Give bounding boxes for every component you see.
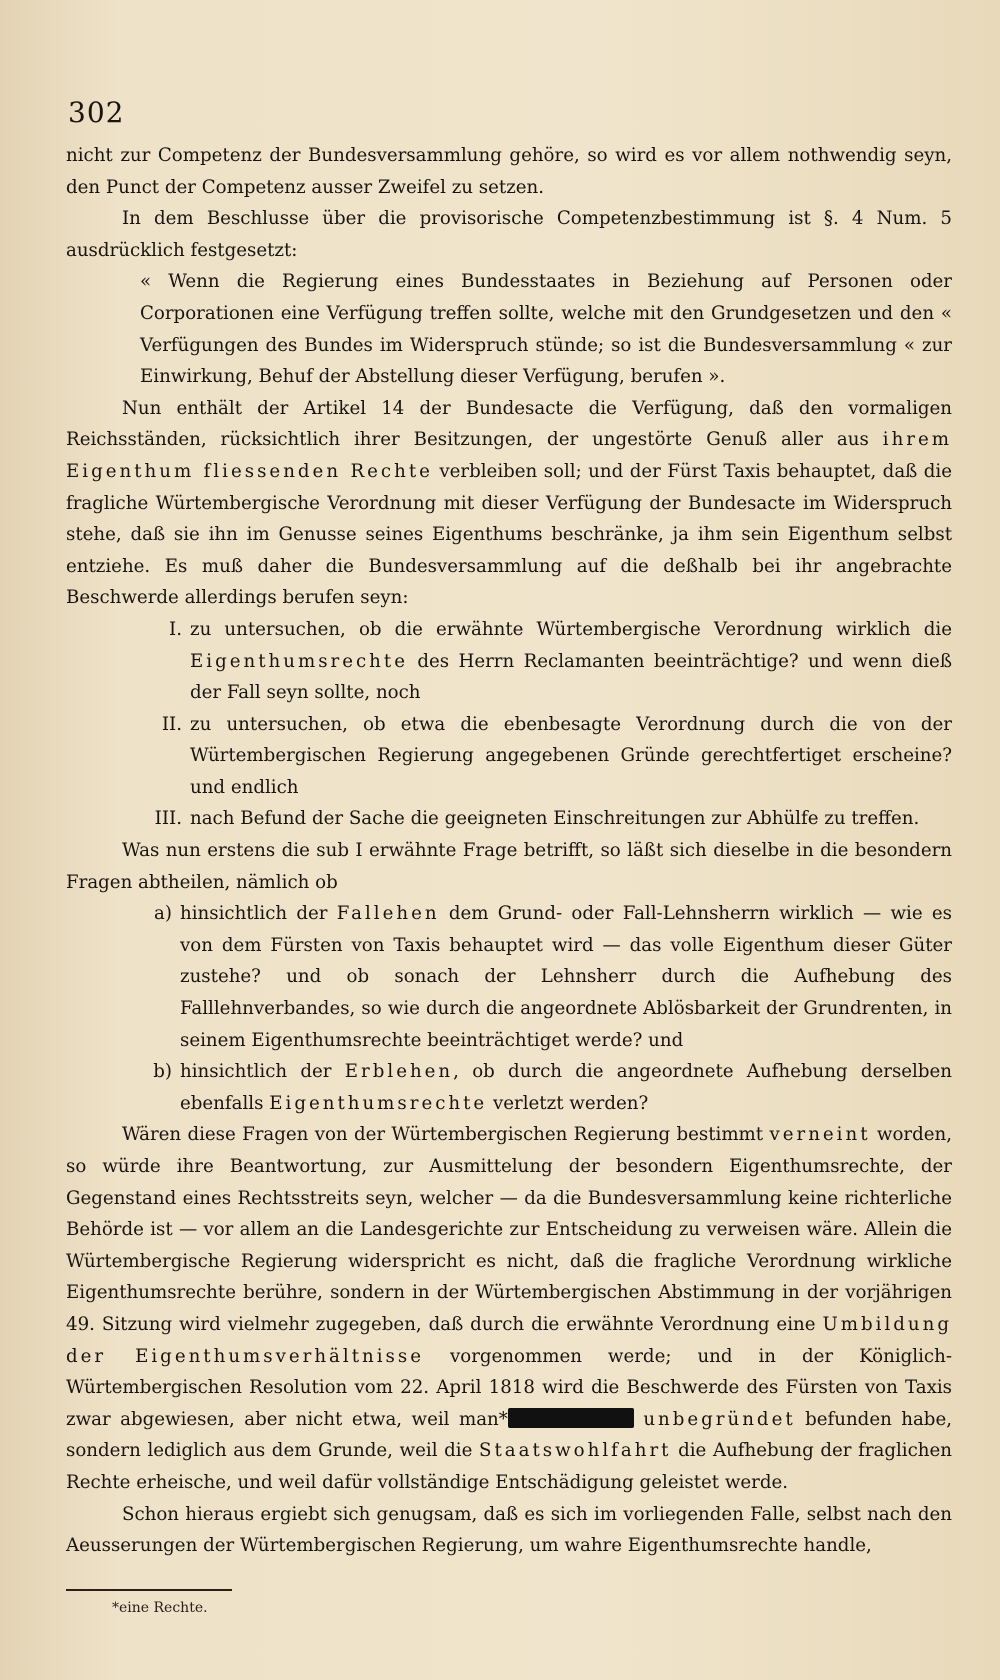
spaced-emphasis: ihrem Eigenthum fliessenden Rechte [66, 429, 952, 482]
page-number: 302 [68, 96, 125, 129]
paragraph: Schon hieraus ergiebt sich genugsam, daß es sich im vorliegenden Falle, selbst nach den Aeusserungen der Würtembergischen Regierung, um wahre Eigenthumsrechte handle, [66, 1503, 952, 1557]
footnote: *eine Rechte. [112, 1600, 208, 1616]
text-run: des Herrn Reclamanten beeinträchtige? und wenn dieß der Fall seyn sollte, noch [190, 650, 952, 704]
spaced-emphasis: Eigenthumsrechte [190, 650, 408, 672]
text-run: verbleiben soll; und der Fürst Taxis behauptet, daß die fragliche Würtembergische Verordnung mit dieser Verfügung der Bundesacte im Widerspruch stehe, daß sie ihn im Genusse seines Eigenthums beschränke, ja ihm sein Eigenthum selbst entziehe. Es muß daher die Bundesversammlung auf die deßhalb bei ihr angebrachte Beschwerde allerdings berufen seyn: [66, 460, 952, 609]
list-label: b) [153, 1061, 172, 1083]
text-run: Nun enthält der Artikel 14 der Bundesacte die Verfügung, daß den vormaligen Reichsständen, rücksichtlich ihrer Besitzungen, der ungestörte Genuß aller aus [66, 397, 952, 451]
list-label: I. [169, 618, 182, 640]
redaction-bar [508, 1408, 634, 1428]
spaced-emphasis: Umbildung der Eigenthumsverhältnisse [66, 1313, 952, 1367]
paragraph: In dem Beschlusse über die provisorische Competenzbestimmung ist §. 4 Num. 5 ausdrücklich festgesetzt: [66, 208, 952, 261]
list-item [142, 1056, 952, 1119]
spaced-emphasis: verneint [769, 1124, 871, 1146]
list-text [180, 1056, 952, 1119]
text-run: , ob durch die angeordnete Aufhebung derselben ebenfalls [180, 1061, 952, 1114]
spaced-emphasis: unbegründet [643, 1408, 796, 1430]
text-run: hinsichtlich der [180, 1061, 332, 1083]
text-run: die Aufhebung der fraglichen Rechte erheische, und weil dafür vollständige Entschädigung geleistet werde. [66, 1440, 952, 1493]
spaced-emphasis: Fallehen [336, 903, 440, 925]
list-label: II. [161, 713, 182, 735]
paragraph [66, 1119, 952, 1498]
list-item [130, 709, 952, 804]
paragraph [66, 393, 952, 614]
spaced-emphasis: Staatswohlfahrt [479, 1440, 672, 1462]
list-text: zu untersuchen, ob etwa die ebenbesagte Verordnung durch die von der Würtembergischen Regierung angegebenen Gründe gerechtfertiget erscheine? und endlich [190, 713, 952, 798]
quotation: « Wenn die Regierung eines Bundesstaates in Beziehung auf Personen oder Corporationen eine Verfügung treffen sollte, welche mit den Grundgesetzen und den « Verfügungen des Bundes im Widerspruch stünde; so ist die Bundesversammlung « zur Einwirkung, Behuf der Abstellung dieser Verfügung, berufen ». [140, 271, 952, 388]
text-run: zu untersuchen, ob die erwähnte Würtembergische Verordnung wirklich die [190, 618, 952, 640]
list-item [130, 614, 952, 709]
text-run: dem Grund- oder Fall-Lehnsherrn wirklich — wie es von dem Fürsten von Taxis behauptet wird — das volle Eigenthum dieser Güter zustehe? und ob sonach der Lehnsherr durch die Aufhebung des Falllehnverbandes, so wie durch die angeordnete Ablösbarkeit der Grundrenten, in seinem Eigenthumsrechte beeinträchtiget werde? und [180, 903, 952, 1051]
spaced-emphasis: Erblehen [344, 1061, 454, 1083]
list-label: a) [154, 903, 172, 925]
text-run: worden, so würde ihre Beantwortung, zur Ausmittelung der besondern Eigenthumsrechte, der Gegenstand eines Rechtsstreits seyn, welcher — da die Bundesversammlung keine richterliche Behörde ist — vor allem an die Landesgerichte zur Entscheidung zu verweisen wäre. Allein die Würtembergische Regierung widerspricht es nicht, daß die fragliche Verordnung wirkliche Eigenthumsrechte berühre, sondern in der Würtembergischen Abstimmung in der vorjährigen 49. Sitzung wird vielmehr zugegeben, daß durch die erwähnte Verordnung eine [66, 1124, 952, 1335]
list-text [190, 614, 952, 709]
paragraph: nicht zur Competenz der Bundesversammlung gehöre, so wird es vor allem nothwendig seyn, den Punct der Competenz ausser Zweifel zu setzen. [66, 145, 952, 198]
list-label: III. [154, 808, 182, 830]
text-run: hinsichtlich der [180, 903, 328, 925]
list-text: nach Befund der Sache die geeigneten Einschreitungen zur Abhülfe zu treffen. [190, 808, 920, 830]
text-run: vorgenommen werde; und in der Königlich-Würtembergischen Resolution vom 22. April 1818 wird die Beschwerde des Fürsten von Taxis zwar abgewiesen, aber nicht etwa, weil man* [66, 1345, 952, 1430]
text-run: verletzt werden? [493, 1092, 649, 1114]
body-text [66, 140, 952, 1562]
text-run: befunden habe, sondern lediglich aus dem Grunde, weil die [66, 1408, 952, 1462]
list-item [130, 803, 952, 835]
list-text [180, 898, 952, 1056]
text-run: Wären diese Fragen von der Würtembergischen Regierung bestimmt [122, 1124, 764, 1146]
list-item [142, 898, 952, 1056]
paragraph: Was nun erstens die sub I erwähnte Frage betrifft, so läßt sich dieselbe in die besondern Fragen abtheilen, nämlich ob [66, 840, 952, 893]
spaced-emphasis: Eigenthumsrechte [269, 1092, 488, 1114]
footnote-divider [66, 1589, 232, 1591]
